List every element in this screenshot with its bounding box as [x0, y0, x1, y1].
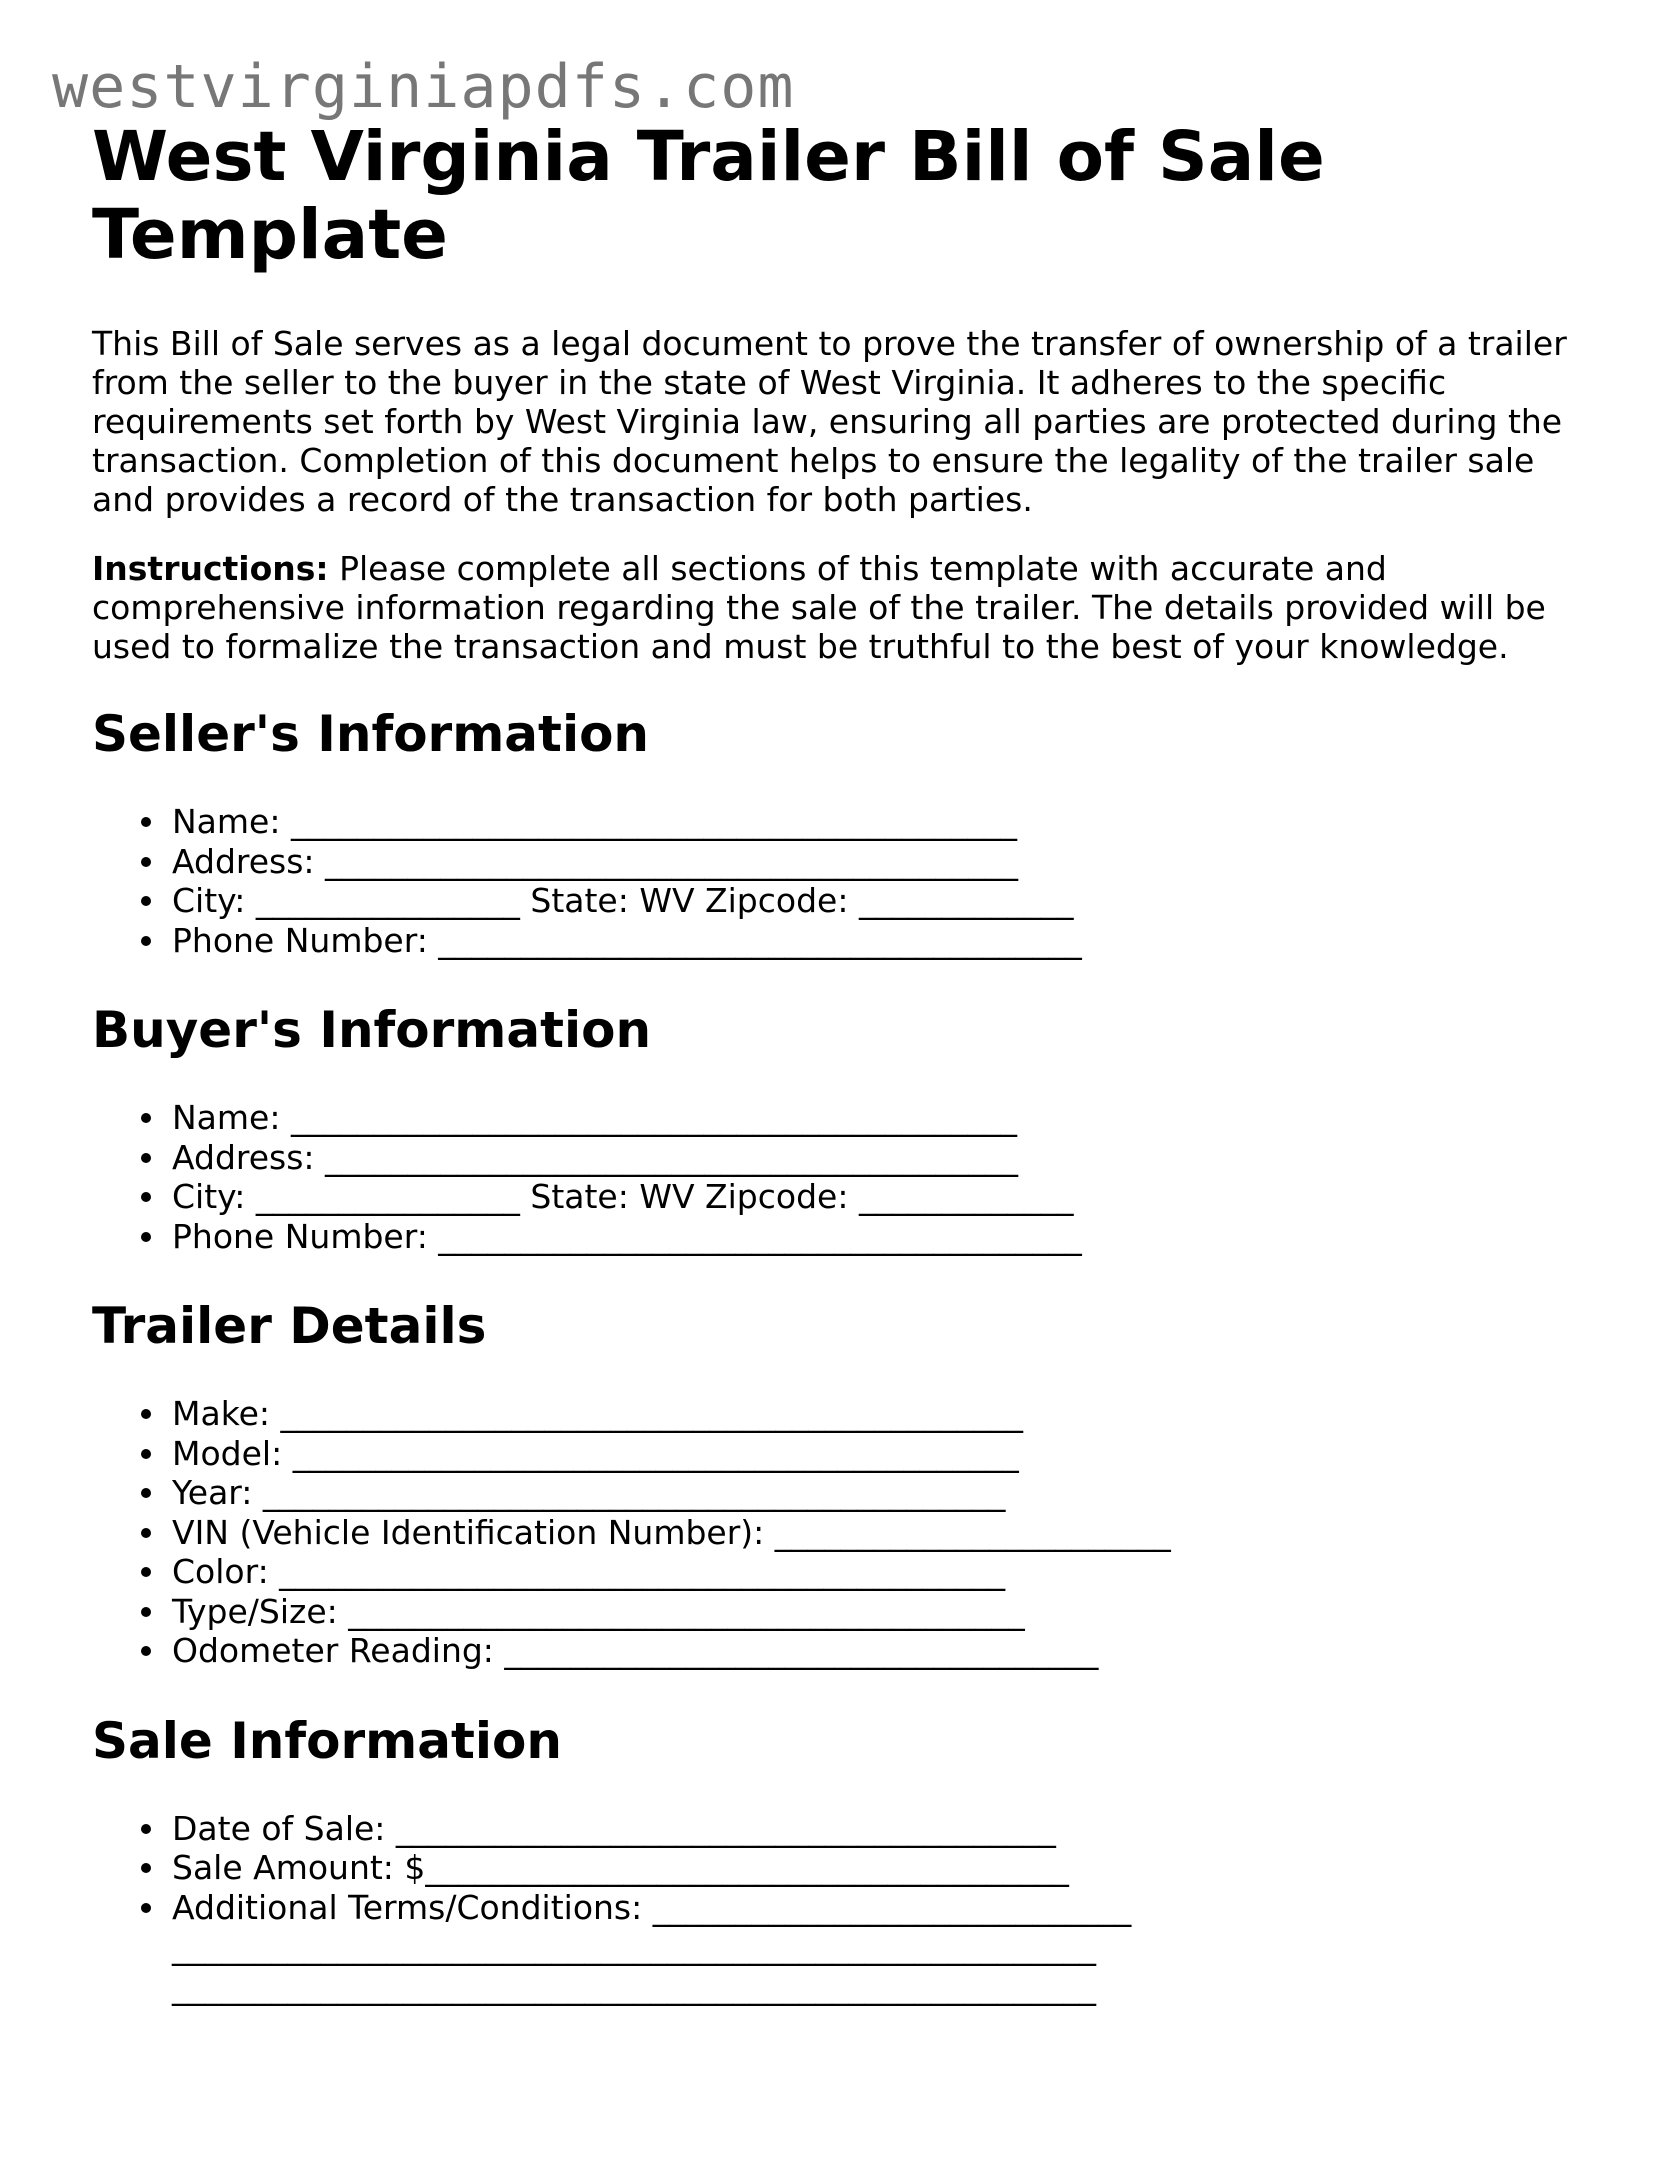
trailer-vin-field[interactable]: VIN (Vehicle Identification Number): ________________________	[172, 1513, 1592, 1553]
trailer-odometer-field[interactable]: Odometer Reading: ____________________________________	[172, 1631, 1592, 1671]
section-heading-sale: Sale Information	[92, 1711, 562, 1770]
sale-terms-blank-line[interactable]: ________________________________________________________	[172, 1927, 1096, 1966]
buyer-phone-field[interactable]: Phone Number: _______________________________________	[172, 1217, 1592, 1257]
sale-date-field[interactable]: Date of Sale: ________________________________________	[172, 1809, 1592, 1849]
seller-name-field[interactable]: Name: ____________________________________________	[172, 802, 1592, 842]
trailer-model-field[interactable]: Model: ____________________________________________	[172, 1434, 1592, 1474]
sale-fields	[92, 1809, 1592, 2007]
sale-amount-field[interactable]: Sale Amount: $_______________________________________	[172, 1848, 1592, 1888]
trailer-make-field[interactable]: Make: _____________________________________________	[172, 1394, 1592, 1434]
document-title: West Virginia Trailer Bill of Sale Template	[92, 117, 1325, 275]
section-heading-trailer: Trailer Details	[92, 1297, 487, 1355]
seller-phone-field[interactable]: Phone Number: _______________________________________	[172, 921, 1592, 961]
seller-city-state-zip-field[interactable]: City: ________________ State: WV Zipcode: _____________	[172, 881, 1592, 921]
document-body	[92, 118, 1592, 2046]
instructions-label: Instructions:	[92, 549, 329, 588]
instructions-text: Please complete all sections of this template with accurate and comprehensive information regarding the sale of the trailer. The details provided will be used to formalize the transaction and must be truthful to the best of your knowledge.	[92, 549, 1546, 666]
buyer-fields	[92, 1098, 1592, 1256]
section-heading-seller: Seller's Information	[92, 705, 650, 763]
buyer-name-field[interactable]: Name: ____________________________________________	[172, 1098, 1592, 1138]
buyer-address-field[interactable]: Address: __________________________________________	[172, 1138, 1592, 1178]
sale-terms-field[interactable]	[172, 1888, 1592, 2007]
intro-paragraph: This Bill of Sale serves as a legal document to prove the transfer of ownership of a trailer from the seller to the buyer in the state of West Virginia. It adheres to the specific requirements set forth by West Virginia law, ensuring all parties are protected during the transaction. Completion of this document helps to ensure the legality of the trailer sale and provides a record of the transaction for both parties.	[92, 324, 1567, 519]
seller-fields	[92, 802, 1592, 960]
instructions-paragraph	[92, 549, 1572, 666]
trailer-color-field[interactable]: Color: ____________________________________________	[172, 1552, 1592, 1592]
trailer-year-field[interactable]: Year: _____________________________________________	[172, 1473, 1592, 1513]
sale-terms-blank-line[interactable]: ________________________________________________________	[172, 1966, 1096, 2006]
buyer-city-state-zip-field[interactable]: City: ________________ State: WV Zipcode: _____________	[172, 1177, 1592, 1217]
seller-address-field[interactable]: Address: __________________________________________	[172, 842, 1592, 882]
section-heading-buyer: Buyer's Information	[92, 1001, 652, 1059]
trailer-fields	[92, 1394, 1592, 1671]
sale-terms-label-line: Additional Terms/Conditions: _____________________________	[172, 1887, 1132, 1927]
trailer-type-size-field[interactable]: Type/Size: _________________________________________	[172, 1592, 1592, 1632]
watermark: westvirginiapdfs.com	[52, 52, 795, 122]
